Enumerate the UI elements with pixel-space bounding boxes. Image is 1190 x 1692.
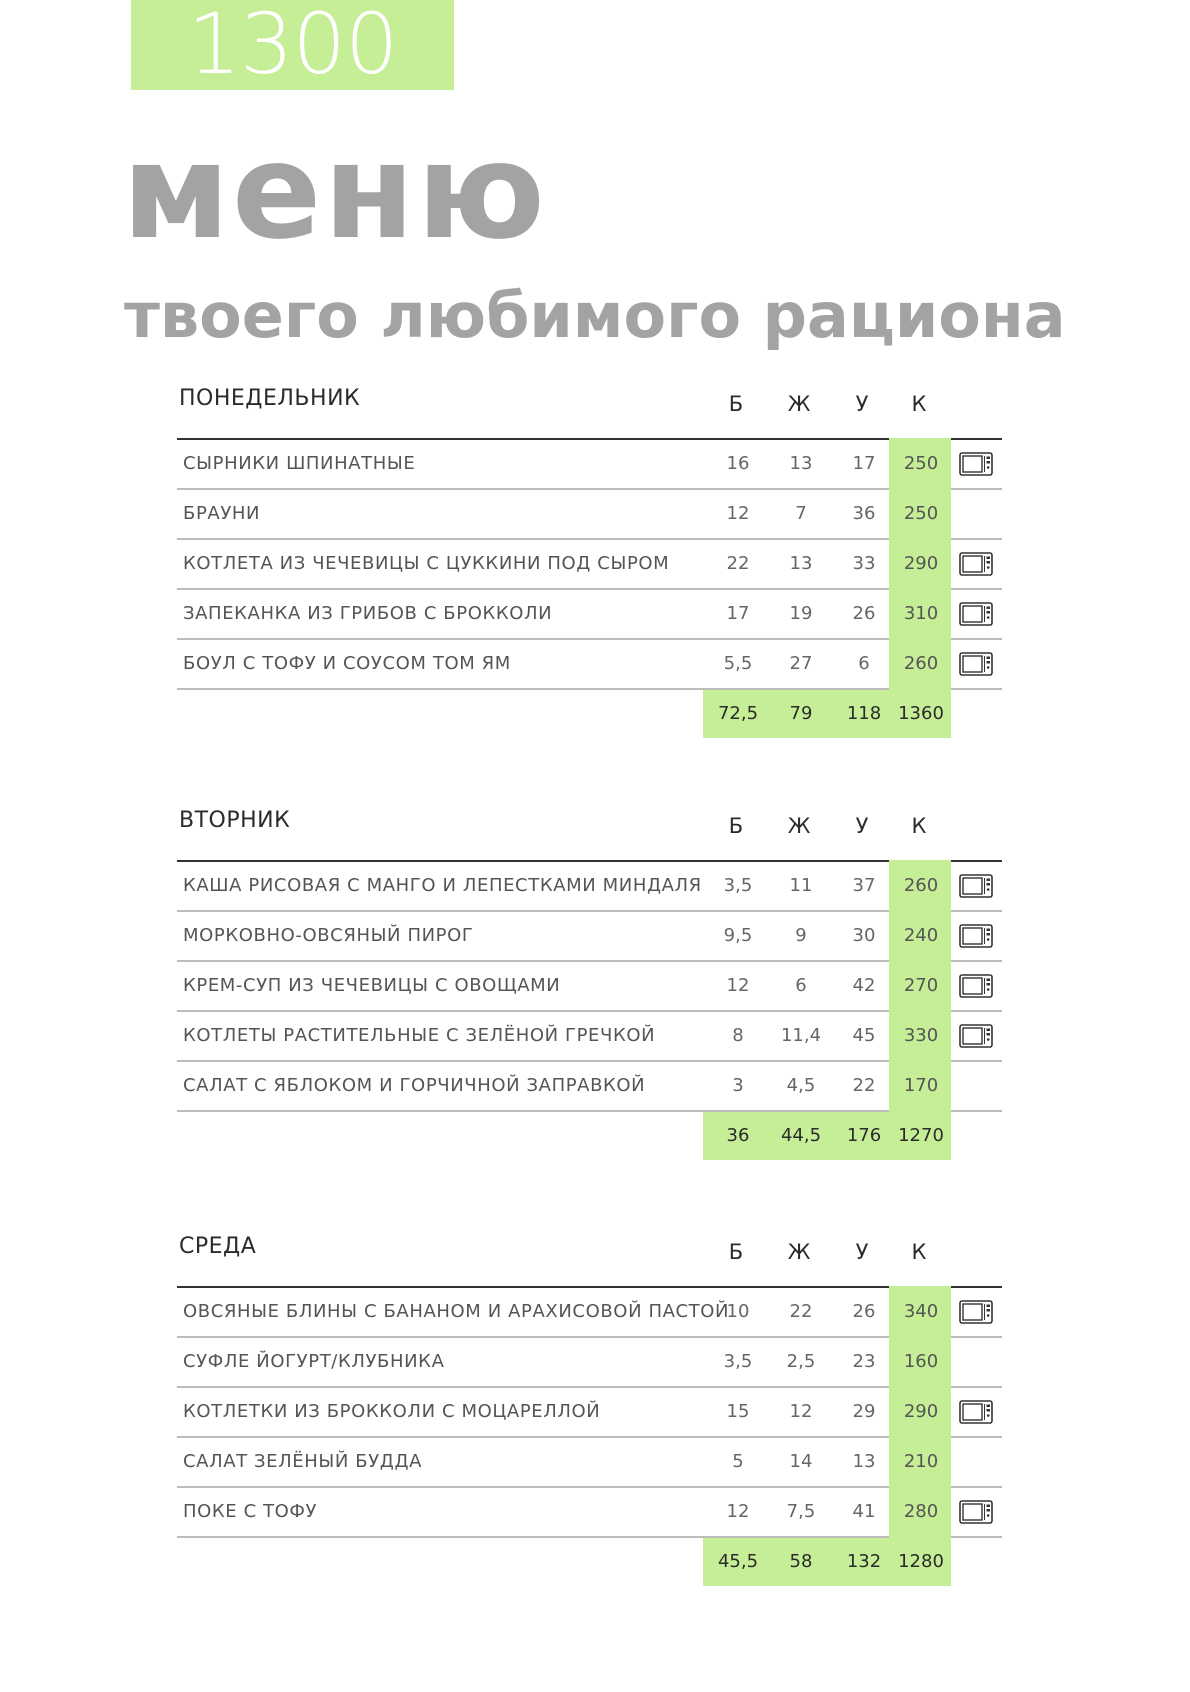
value-b: 22 (726, 553, 750, 574)
table-row (177, 912, 1002, 962)
value-b: 17 (726, 603, 750, 624)
value-zh: 19 (789, 603, 813, 624)
total-u: 176 (846, 1125, 882, 1146)
value-b: 12 (726, 1501, 750, 1522)
day-name: СРЕДА (179, 1234, 257, 1259)
dish-name: ОВСЯНЫЕ БЛИНЫ С БАНАНОМ И АРАХИСОВОЙ ПАСТОЙ (183, 1301, 730, 1322)
value-k: 210 (903, 1451, 939, 1472)
day-menu-0 (177, 380, 1002, 738)
totals-row (177, 1112, 1002, 1160)
column-header-zh: Ж (787, 392, 811, 416)
value-b: 5 (732, 1451, 744, 1472)
column-header-k: К (911, 392, 927, 416)
dish-name: СЫРНИКИ ШПИНАТНЫЕ (183, 453, 416, 474)
value-zh: 11,4 (780, 1025, 822, 1046)
microwave-icon (959, 1500, 993, 1524)
value-zh: 6 (795, 975, 807, 996)
column-header-k: К (911, 814, 927, 838)
value-b: 8 (732, 1025, 744, 1046)
table-row (177, 1388, 1002, 1438)
value-k: 260 (903, 875, 939, 896)
table-row (177, 962, 1002, 1012)
value-k: 280 (903, 1501, 939, 1522)
dish-name: САЛАТ ЗЕЛЁНЫЙ БУДДА (183, 1451, 423, 1472)
dish-table (177, 438, 1002, 690)
value-zh: 27 (789, 653, 813, 674)
table-row (177, 440, 1002, 490)
value-u: 17 (852, 453, 876, 474)
column-header-u: У (855, 1240, 869, 1264)
value-u: 42 (852, 975, 876, 996)
value-b: 12 (726, 975, 750, 996)
dish-name: БОУЛ С ТОФУ И СОУСОМ ТОМ ЯМ (183, 653, 511, 674)
value-b: 15 (726, 1401, 750, 1422)
value-u: 36 (852, 503, 876, 524)
value-zh: 14 (789, 1451, 813, 1472)
value-b: 12 (726, 503, 750, 524)
value-b: 3 (732, 1075, 744, 1096)
microwave-icon (959, 1024, 993, 1048)
column-header-zh: Ж (787, 1240, 811, 1264)
total-b: 72,5 (717, 703, 759, 724)
value-u: 30 (852, 925, 876, 946)
microwave-icon (959, 874, 993, 898)
microwave-icon (959, 552, 993, 576)
total-b: 36 (726, 1125, 750, 1146)
dish-name: КРЕМ-СУП ИЗ ЧЕЧЕВИЦЫ С ОВОЩАМИ (183, 975, 561, 996)
table-row (177, 862, 1002, 912)
microwave-icon (959, 974, 993, 998)
dish-name: КАША РИСОВАЯ С МАНГО И ЛЕПЕСТКАМИ МИНДАЛЯ (183, 875, 702, 896)
value-b: 3,5 (723, 875, 753, 896)
table-row (177, 1288, 1002, 1338)
value-k: 250 (903, 453, 939, 474)
dish-name: КОТЛЕТЫ РАСТИТЕЛЬНЫЕ С ЗЕЛЁНОЙ ГРЕЧКОЙ (183, 1025, 656, 1046)
totals-row (177, 690, 1002, 738)
table-row (177, 490, 1002, 540)
value-u: 22 (852, 1075, 876, 1096)
dish-name: СУФЛЕ ЙОГУРТ/КЛУБНИКА (183, 1351, 445, 1372)
value-k: 240 (903, 925, 939, 946)
table-row (177, 1488, 1002, 1538)
value-zh: 7,5 (786, 1501, 816, 1522)
day-name: ВТОРНИК (179, 808, 291, 833)
dish-name: МОРКОВНО-ОВСЯНЫЙ ПИРОГ (183, 925, 474, 946)
value-k: 290 (903, 553, 939, 574)
column-header-b: Б (728, 814, 744, 838)
value-u: 23 (852, 1351, 876, 1372)
column-header-zh: Ж (787, 814, 811, 838)
value-u: 29 (852, 1401, 876, 1422)
value-u: 45 (852, 1025, 876, 1046)
column-header-k: К (911, 1240, 927, 1264)
column-header-u: У (855, 392, 869, 416)
table-row (177, 1438, 1002, 1488)
day-name: ПОНЕДЕЛЬНИК (179, 386, 361, 411)
dish-name: БРАУНИ (183, 503, 261, 524)
total-u: 118 (846, 703, 882, 724)
value-k: 330 (903, 1025, 939, 1046)
dish-name: ПОКЕ С ТОФУ (183, 1501, 318, 1522)
table-row (177, 640, 1002, 690)
dish-table (177, 1286, 1002, 1538)
microwave-icon (959, 452, 993, 476)
total-u: 132 (846, 1551, 882, 1572)
total-k: 1360 (898, 703, 944, 724)
day-header (177, 380, 1002, 438)
value-u: 26 (852, 1301, 876, 1322)
dish-name: ЗАПЕКАНКА ИЗ ГРИБОВ С БРОККОЛИ (183, 603, 553, 624)
total-zh: 58 (789, 1551, 813, 1572)
total-b: 45,5 (717, 1551, 759, 1572)
total-zh: 79 (789, 703, 813, 724)
value-b: 3,5 (723, 1351, 753, 1372)
page-subtitle: твоего любимого рациона (124, 279, 1066, 352)
microwave-icon (959, 652, 993, 676)
table-row (177, 1012, 1002, 1062)
day-menu-1 (177, 802, 1002, 1160)
microwave-icon (959, 602, 993, 626)
dish-name: КОТЛЕТКИ ИЗ БРОККОЛИ С МОЦАРЕЛЛОЙ (183, 1401, 601, 1422)
value-k: 270 (903, 975, 939, 996)
dish-table (177, 860, 1002, 1112)
value-k: 340 (903, 1301, 939, 1322)
value-k: 310 (903, 603, 939, 624)
value-b: 16 (726, 453, 750, 474)
total-k: 1270 (898, 1125, 944, 1146)
value-u: 6 (858, 653, 870, 674)
value-zh: 13 (789, 553, 813, 574)
column-header-b: Б (728, 392, 744, 416)
value-b: 5,5 (723, 653, 753, 674)
calorie-badge (131, 0, 454, 93)
value-u: 26 (852, 603, 876, 624)
value-zh: 2,5 (786, 1351, 816, 1372)
value-u: 13 (852, 1451, 876, 1472)
value-u: 41 (852, 1501, 876, 1522)
calorie-badge-label: 1300 (187, 0, 398, 93)
value-k: 260 (903, 653, 939, 674)
value-b: 9,5 (723, 925, 753, 946)
column-header-u: У (855, 814, 869, 838)
dish-name: КОТЛЕТА ИЗ ЧЕЧЕВИЦЫ С ЦУККИНИ ПОД СЫРОМ (183, 553, 670, 574)
value-zh: 11 (789, 875, 813, 896)
total-zh: 44,5 (780, 1125, 822, 1146)
column-header-b: Б (728, 1240, 744, 1264)
value-k: 250 (903, 503, 939, 524)
table-row (177, 1062, 1002, 1112)
value-u: 33 (852, 553, 876, 574)
value-k: 290 (903, 1401, 939, 1422)
microwave-icon (959, 924, 993, 948)
page-title: меню (122, 115, 547, 269)
day-menu-2 (177, 1228, 1002, 1586)
day-header (177, 1228, 1002, 1286)
microwave-icon (959, 1400, 993, 1424)
totals-row (177, 1538, 1002, 1586)
value-zh: 12 (789, 1401, 813, 1422)
table-row (177, 540, 1002, 590)
value-u: 37 (852, 875, 876, 896)
microwave-icon (959, 1300, 993, 1324)
value-zh: 4,5 (786, 1075, 816, 1096)
value-zh: 9 (795, 925, 807, 946)
value-k: 160 (903, 1351, 939, 1372)
table-row (177, 1338, 1002, 1388)
value-k: 170 (903, 1075, 939, 1096)
total-k: 1280 (898, 1551, 944, 1572)
value-b: 10 (726, 1301, 750, 1322)
value-zh: 13 (789, 453, 813, 474)
value-zh: 22 (789, 1301, 813, 1322)
value-zh: 7 (795, 503, 807, 524)
table-row (177, 590, 1002, 640)
day-header (177, 802, 1002, 860)
dish-name: САЛАТ С ЯБЛОКОМ И ГОРЧИЧНОЙ ЗАПРАВКОЙ (183, 1075, 646, 1096)
